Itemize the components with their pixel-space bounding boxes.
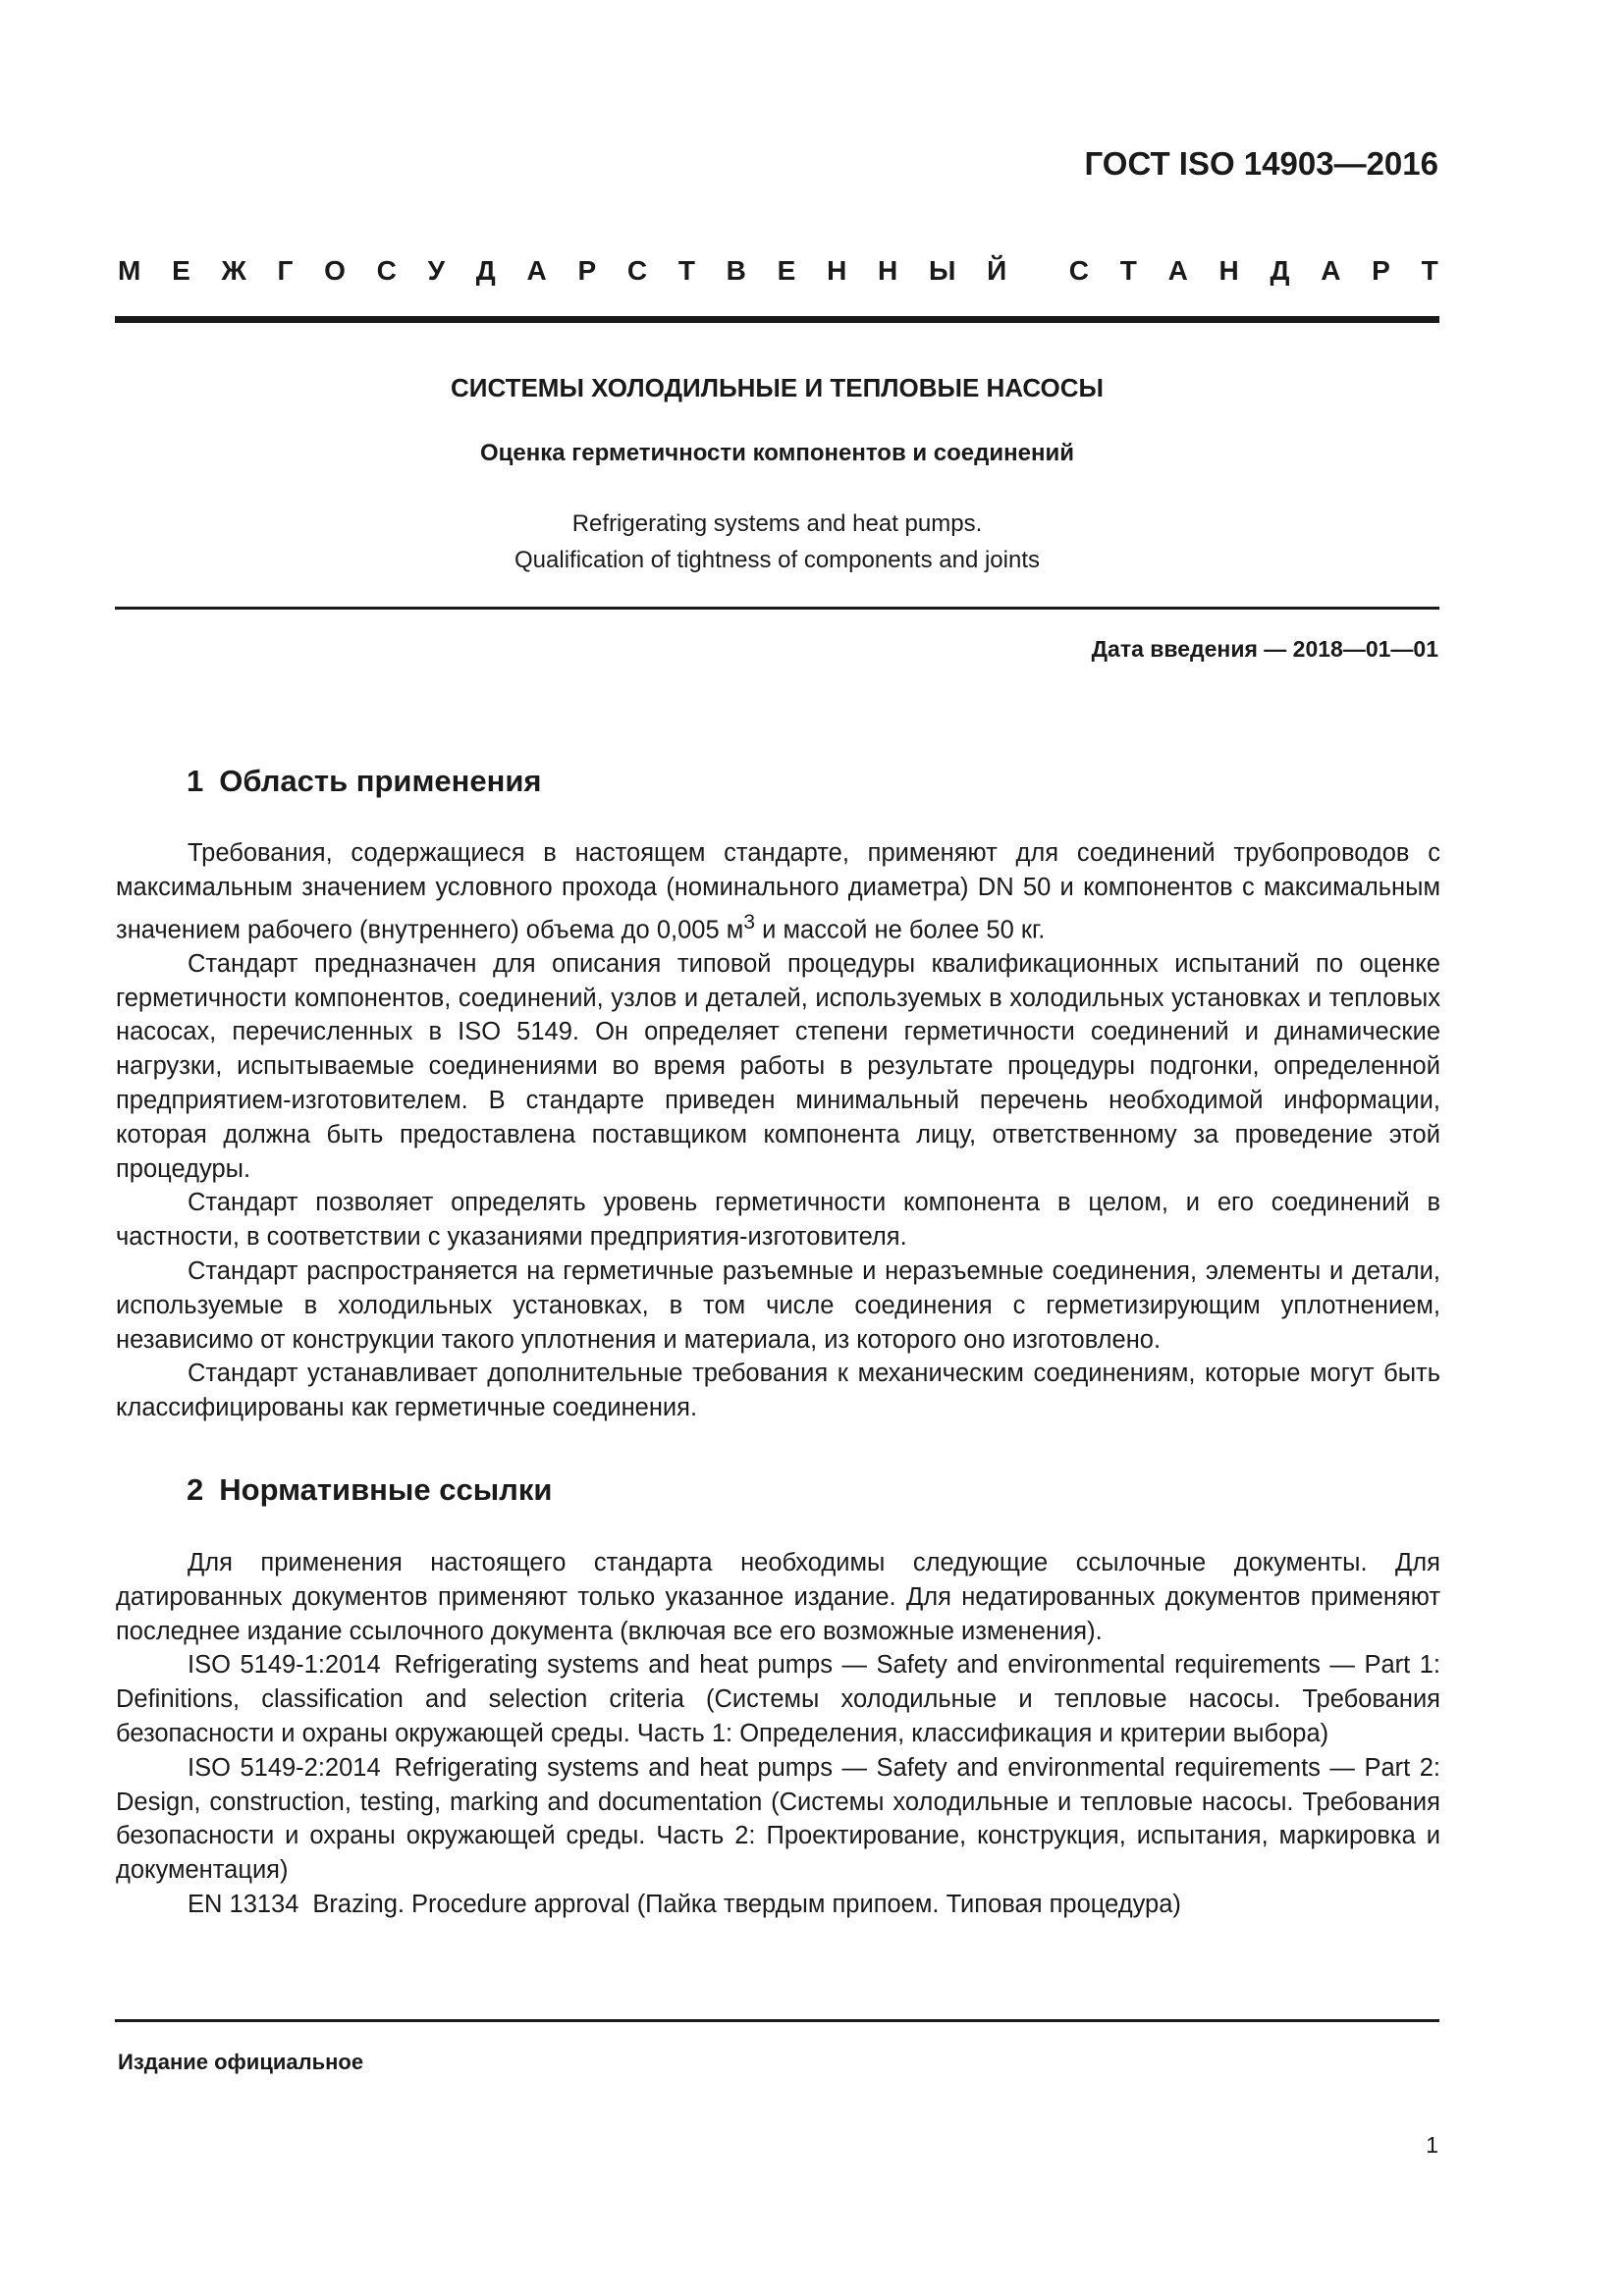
document-subtitle: Оценка герметичности компонентов и соединений (480, 440, 1074, 466)
heading-letter: Р (577, 255, 597, 286)
english-title-line: Qualification of tightness of components and joints (514, 547, 1040, 573)
superscript: 3 (743, 909, 756, 934)
section-number: 2 (187, 1472, 204, 1507)
section-2-heading (187, 1472, 552, 1508)
heading-letter: Н (827, 255, 847, 286)
heading-letter: Ы (929, 255, 956, 286)
paragraph: Стандарт устанавливает дополнительные требования к механическим соединениям, которые могут быть классифицированы как герметичные соединения. (116, 1360, 1440, 1422)
section-2-body (116, 1546, 1440, 1922)
english-title-line: Refrigerating systems and heat pumps. (571, 510, 983, 537)
reference-item (116, 1888, 1440, 1922)
document-title: СИСТЕМЫ ХОЛОДИЛЬНЫЕ И ТЕПЛОВЫЕ НАСОСЫ (450, 373, 1105, 402)
heading-letter: Т (677, 255, 695, 286)
title-divider (115, 607, 1439, 610)
heading-letter: Т (1119, 255, 1137, 286)
header-divider (115, 316, 1439, 323)
english-title (115, 506, 1439, 578)
interstate-standard-heading (118, 255, 1438, 287)
section-title: Область применения (219, 764, 542, 798)
paragraph (116, 836, 1440, 947)
reference-text: Brazing. Procedure approval (Пайка твердым припоем. Типовая процедура) (312, 1890, 1181, 1918)
document-code: ГОСТ ISO 14903—2016 (1084, 145, 1438, 182)
paragraph: Стандарт позволяет определять уровень герметичности компонента в целом, и его соединений в частности, в соответствии с указаниями предприятия-изготовителя. (116, 1189, 1440, 1252)
heading-letter: А (1321, 255, 1341, 286)
section-1-heading (187, 764, 542, 799)
section-title: Нормативные ссылки (219, 1472, 553, 1507)
heading-letter: С (1068, 255, 1089, 286)
heading-letter: Т (1421, 255, 1438, 286)
reference-item (116, 1648, 1440, 1750)
heading-letter: Д (1270, 255, 1290, 286)
heading-letter: Е (777, 255, 796, 286)
heading-letter: Г (277, 255, 294, 286)
reference-code: ISO 5149-1:2014 (188, 1651, 381, 1680)
reference-code: EN 13134 (188, 1890, 299, 1918)
heading-letter: Н (878, 255, 898, 286)
heading-letter: Н (1218, 255, 1239, 286)
heading-letter: О (324, 255, 346, 286)
reference-text: Refrigerating systems and heat pumps — Safety and environmental requirements — Part 2: Design, construction, testing, marking and documentation (Системы холодильные и тепловые насосы. Требования безопасности и охраны окружающей среды. Часть 2: Проектирование, конструкция, испытания, маркировка и документация) (116, 1753, 1440, 1885)
heading-letter: М (118, 255, 141, 286)
heading-letter: С (626, 255, 648, 286)
introduction-date: Дата введения — 2018—01—01 (1091, 636, 1438, 662)
paragraph: Для применения настоящего стандарта необходимы следующие ссылочные документы. Для датированных документов применяют только указанное издание. Для недатированных документов применяют последнее издание ссылочного документа (включая все его возможные изменения). (116, 1549, 1440, 1645)
heading-letter: В (726, 255, 746, 286)
page-number: 1 (1426, 2132, 1438, 2158)
heading-letter: Р (1372, 255, 1390, 286)
heading-letter: Ж (221, 255, 246, 286)
heading-letter: С (376, 255, 397, 286)
reference-item (116, 1751, 1440, 1888)
heading-letter: А (526, 255, 547, 286)
reference-code: ISO 5149-2:2014 (188, 1753, 381, 1782)
section-number: 1 (187, 764, 204, 798)
paragraph: Стандарт распространяется на герметичные разъемные и неразъемные соединения, элементы и детали, используемые в холодильных установках, в том числе соединения с герметизирующим уплотнением, независимо от конструкции такого уплотнения и материала, из которого оно изготовлено. (116, 1257, 1440, 1354)
heading-letter: Й (987, 255, 1007, 286)
official-edition-label: Издание официальное (118, 2050, 364, 2074)
paragraph-text: Требования, содержащиеся в настоящем стандарте, применяют для соединений трубопроводов с максимальным значением условного прохода (номинального диаметра) DN 50 и компонентов с максимальным значением рабочего (внутреннего) объема до 0,005 м (116, 839, 1440, 944)
section-1-body (116, 836, 1440, 1425)
heading-letter: А (1167, 255, 1188, 286)
paragraph-text: и массой не более 50 кг. (755, 916, 1046, 944)
reference-text: Refrigerating systems and heat pumps — Safety and environmental requirements — Part 1: Definitions, classification and selection criteria (Системы холодильные и тепловые насосы. Требования безопасности и охраны окружающей среды. Часть 1: Определения, классификация и критерии выбора) (116, 1651, 1440, 1747)
heading-letter: У (427, 255, 446, 286)
heading-letter: Д (475, 255, 496, 286)
heading-letter: Е (172, 255, 190, 286)
footer-divider (115, 2019, 1439, 2022)
paragraph: Стандарт предназначен для описания типовой процедуры квалификационных испытаний по оценке герметичности компонентов, соединений, узлов и деталей, используемых в холодильных установках и тепловых насосах, перечисленных в ISO 5149. Он определяет степени герметичности соединений и динамические нагрузки, испытываемые соединениями во время работы в результате процедуры подгонки, определенной предприятием-изготовителем. В стандарте приведен минимальный перечень необходимой информации, которая должна быть предоставлена поставщиком компонента лицу, ответственному за проведение этой процедуры. (116, 949, 1440, 1183)
